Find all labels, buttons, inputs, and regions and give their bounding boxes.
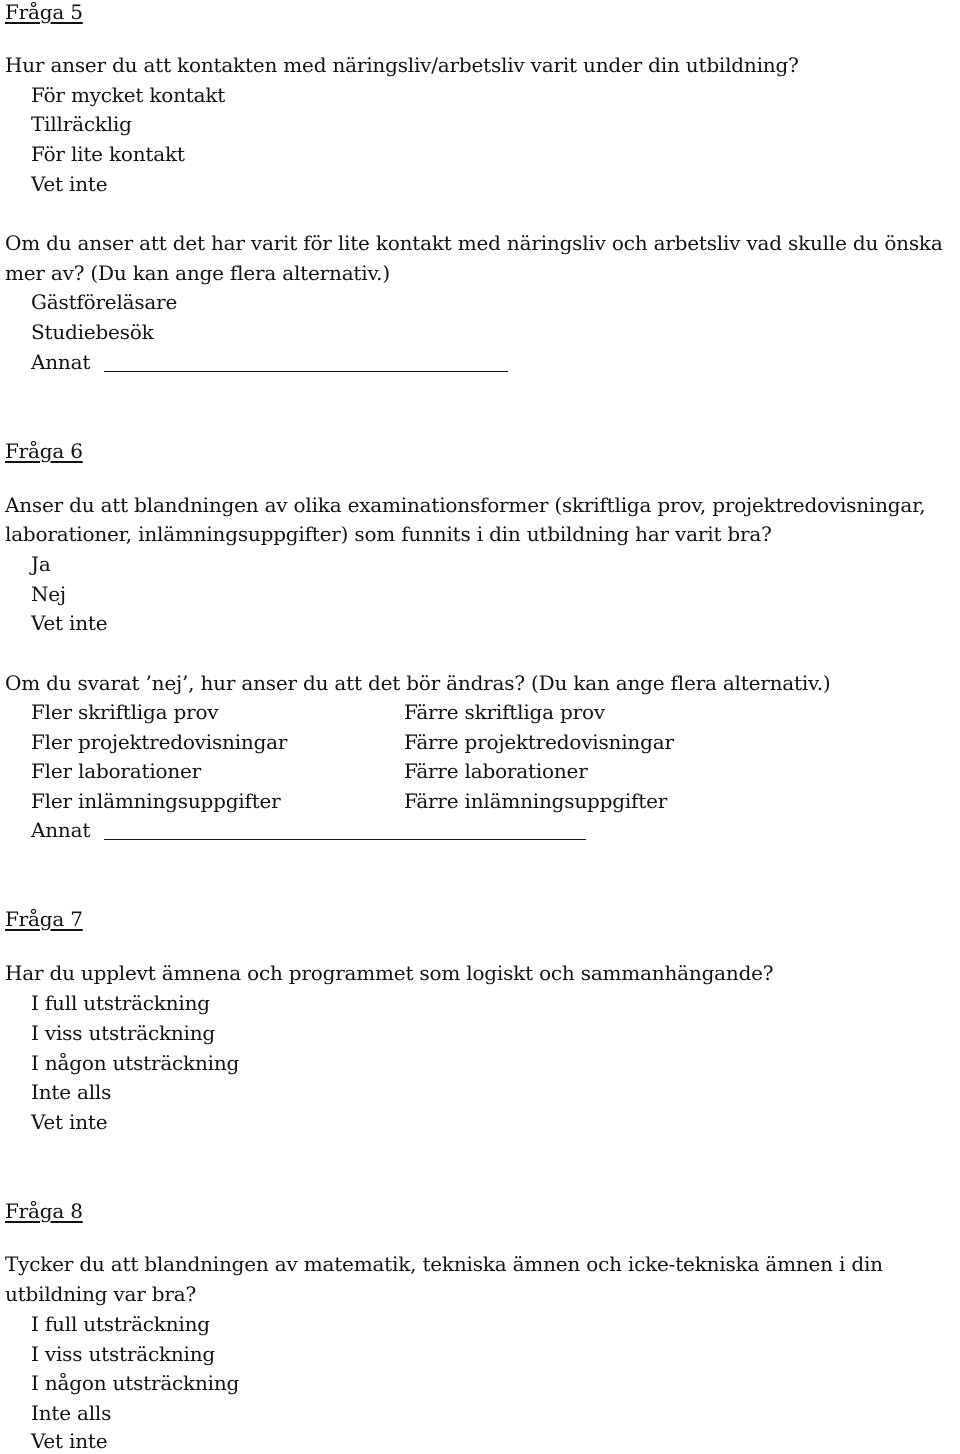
- q7-option-not-at-all[interactable]: Inte alls: [31, 1080, 112, 1104]
- q5-option-other-label: Annat: [31, 350, 91, 374]
- question-8-text-line2: utbildning var bra?: [5, 1282, 196, 1306]
- q5-option-study-visit[interactable]: Studiebesök: [31, 320, 154, 344]
- q5-option-too-little-contact[interactable]: För lite kontakt: [31, 142, 185, 166]
- q7-option-dont-know[interactable]: Vet inte: [31, 1110, 108, 1134]
- question-6-heading: Fråga 6: [5, 439, 83, 463]
- q5-other-input-line[interactable]: [104, 371, 508, 372]
- q8-option-some-extent[interactable]: I någon utsträckning: [31, 1371, 240, 1395]
- q6-option-fewer-project-presentations[interactable]: Färre projektredovisningar: [404, 730, 674, 754]
- q8-option-certain-extent[interactable]: I viss utsträckning: [31, 1342, 216, 1366]
- q5-option-guest-lecturer[interactable]: Gästföreläsare: [31, 290, 178, 314]
- question-5-heading: Fråga 5: [5, 0, 83, 24]
- q5-option-sufficient[interactable]: Tillräcklig: [31, 112, 132, 136]
- q6-option-dont-know[interactable]: Vet inte: [31, 611, 108, 635]
- q5-followup-text-line2: mer av? (Du kan ange flera alternativ.): [5, 261, 390, 285]
- q6-option-yes[interactable]: Ja: [31, 552, 51, 576]
- q6-other-input-line[interactable]: [104, 839, 586, 840]
- q5-followup-text-line1: Om du anser att det har varit för lite kontakt med näringsliv och arbetsliv vad skulle du önska: [5, 231, 943, 255]
- q8-option-not-at-all[interactable]: Inte alls: [31, 1401, 112, 1425]
- q8-option-full-extent[interactable]: I full utsträckning: [31, 1312, 210, 1336]
- question-8-text-line1: Tycker du att blandningen av matematik, tekniska ämnen och icke-tekniska ämnen i din: [5, 1252, 883, 1276]
- q8-option-dont-know[interactable]: Vet inte: [31, 1429, 108, 1453]
- q6-option-more-assignments[interactable]: Fler inlämningsuppgifter: [31, 789, 281, 813]
- q6-followup-text: Om du svarat ’nej’, hur anser du att det bör ändras? (Du kan ange flera alternativ.): [5, 671, 831, 695]
- q6-option-more-project-presentations[interactable]: Fler projektredovisningar: [31, 730, 288, 754]
- q6-option-fewer-written-exams[interactable]: Färre skriftliga prov: [404, 700, 605, 724]
- question-6-text-line2: laborationer, inlämningsuppgifter) som funnits i din utbildning har varit bra?: [5, 522, 772, 546]
- question-6-text-line1: Anser du att blandningen av olika examinationsformer (skriftliga prov, projektredovisningar,: [5, 493, 926, 517]
- q7-option-full-extent[interactable]: I full utsträckning: [31, 991, 210, 1015]
- q6-option-other-label: Annat: [31, 818, 91, 842]
- q6-option-more-labs[interactable]: Fler laborationer: [31, 759, 202, 783]
- question-7-heading: Fråga 7: [5, 907, 83, 931]
- q6-option-more-written-exams[interactable]: Fler skriftliga prov: [31, 700, 219, 724]
- question-8-heading: Fråga 8: [5, 1199, 83, 1223]
- question-5-text: Hur anser du att kontakten med näringsliv/arbetsliv varit under din utbildning?: [5, 53, 799, 77]
- q6-option-no[interactable]: Nej: [31, 582, 66, 606]
- q6-option-fewer-labs[interactable]: Färre laborationer: [404, 759, 588, 783]
- q6-option-fewer-assignments[interactable]: Färre inlämningsuppgifter: [404, 789, 668, 813]
- q7-option-some-extent[interactable]: I någon utsträckning: [31, 1051, 240, 1075]
- q5-option-too-much-contact[interactable]: För mycket kontakt: [31, 83, 226, 107]
- question-7-text: Har du upplevt ämnena och programmet som logiskt och sammanhängande?: [5, 961, 774, 985]
- q7-option-certain-extent[interactable]: I viss utsträckning: [31, 1021, 216, 1045]
- q5-option-dont-know[interactable]: Vet inte: [31, 172, 108, 196]
